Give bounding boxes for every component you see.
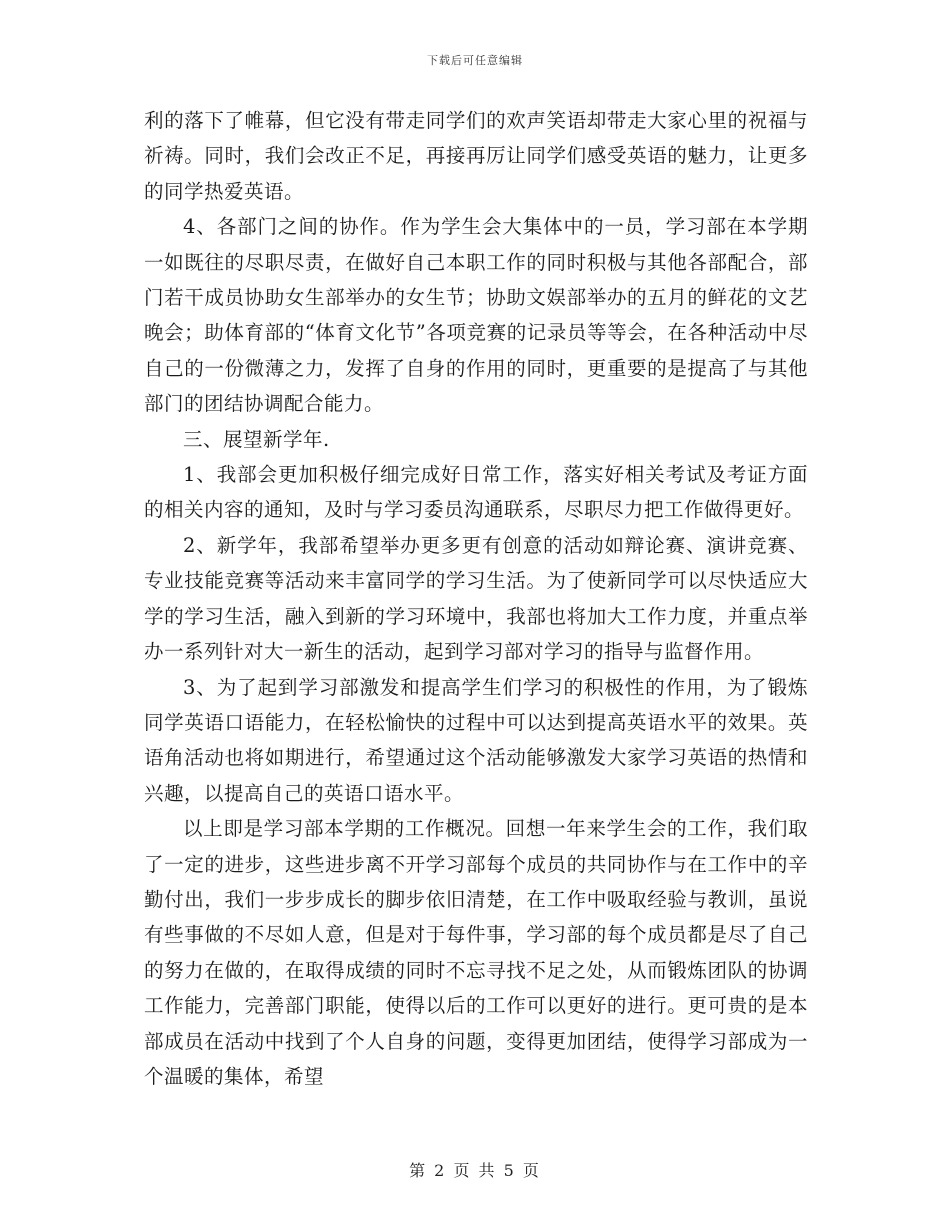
document-body bbox=[144, 103, 808, 1094]
paragraph-summary: 以上即是学习部本学期的工作概况。回想一年来学生会的工作，我们取了一定的进步，这些进步离不开学习部每个成员的共同协作与在工作中的辛勤付出，我们一步步成长的脚步依旧清楚，在工作中吸取经验与教训，虽说有些事做的不尽如人意，但是对于每件事，学习部的每个成员都是尽了自己的努力在做的，在取得成绩的同时不忘寻找不足之处，从而锻炼团队的协调工作能力，完善部门职能，使得以后的工作可以更好的进行。更可贵的是本部成员在活动中找到了个人自身的问题，变得更加团结，使得学习部成为一个温暖的集体，希望 bbox=[144, 817, 808, 1088]
paragraph-item-2: 2、新学年，我部希望举办更多更有创意的活动如辩论赛、演讲竞赛、专业技能竞赛等活动来丰富同学的学习生活。为了使新同学可以尽快适应大学的学习生活，融入到新的学习环境中，我部也将加大工作力度，并重点举办一系列针对大一新生的活动，起到学习部对学习的指导与监督作用。 bbox=[144, 533, 808, 664]
page-number-footer: 第 2 页 共 5 页 bbox=[409, 1161, 541, 1180]
page-header-note: 下载后可任意编辑 bbox=[427, 54, 523, 67]
section-heading-outlook: 三、展望新学年. bbox=[183, 427, 330, 451]
paragraph-item-1: 1、我部会更加积极仔细完成好日常工作，落实好相关考试及考证方面的相关内容的通知，及时与学习委员沟通联系，尽职尽力把工作做得更好。 bbox=[144, 463, 808, 522]
paragraph-continuation: 利的落下了帷幕，但它没有带走同学们的欢声笑语却带走大家心里的祝福与祈祷。同时，我们会改正不足，再接再厉让同学们感受英语的魅力，让更多的同学热爱英语。 bbox=[144, 109, 808, 203]
paragraph-cooperation: 4、各部门之间的协作。作为学生会大集体中的一员，学习部在本学期一如既往的尽职尽责，在做好自己本职工作的同时积极与其他各部配合，部门若干成员协助女生部举办的女生节；协助文娱部举办的五月的鲜花的文艺晚会；助体育部的“体育文化节”各项竞赛的记录员等等会，在各种活动中尽自己的一份微薄之力，发挥了自身的作用的同时，更重要的是提高了与其他部门的团结协调配合能力。 bbox=[144, 215, 808, 416]
paragraph-item-3: 3、为了起到学习部激发和提高学生们学习的积极性的作用，为了锻炼同学英语口语能力，在轻松愉快的过程中可以达到提高英语水平的效果。英语角活动也将如期进行，希望通过这个活动能够激发大家学习英语的热情和兴趣，以提高自己的英语口语水平。 bbox=[144, 675, 808, 805]
